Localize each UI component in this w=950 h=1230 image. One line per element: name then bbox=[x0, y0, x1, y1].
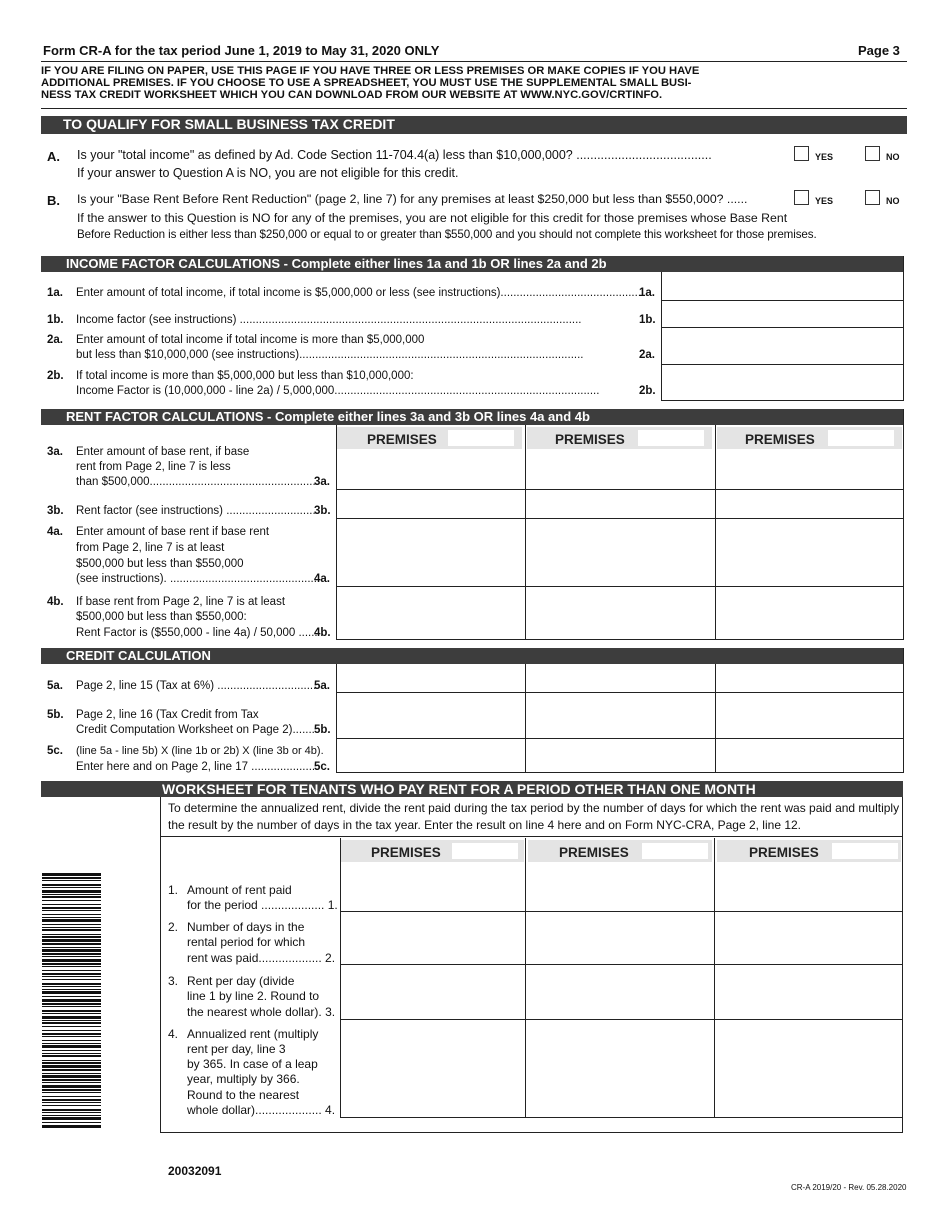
worksheet-line-2-number: 2. bbox=[168, 920, 179, 934]
rent-right-border bbox=[903, 409, 904, 640]
barcode-stripe bbox=[42, 907, 101, 909]
line-2a-label-2: but less than $10,000,000 (see instructions)......................................................................................... bbox=[76, 349, 584, 361]
line-4a-premises-2-input[interactable] bbox=[526, 519, 715, 586]
line-3a-premises-2-input[interactable] bbox=[526, 450, 715, 489]
barcode-stripe bbox=[42, 1062, 101, 1064]
barcode-stripe bbox=[42, 1053, 101, 1054]
worksheet-line-4-premises-3-input[interactable] bbox=[715, 1020, 902, 1117]
barcode-stripe bbox=[42, 873, 101, 876]
barcode-stripe bbox=[42, 976, 101, 977]
filing-notice-line: IF YOU ARE FILING ON PAPER, USE THIS PAGE IF YOU HAVE THREE OR LESS PREMISES OR MAKE COPIES IF YOU HAVE bbox=[41, 65, 700, 77]
barcode bbox=[42, 873, 101, 1129]
barcode-stripe bbox=[42, 896, 101, 898]
line-5a-number: 5a. bbox=[47, 680, 63, 692]
line-1a-ref: 1a. bbox=[639, 287, 655, 299]
filing-notice-line: ADDITIONAL PREMISES. IF YOU CHOOSE TO USE A SPREADSHEET, YOU MUST USE THE SUPPLEMENTAL SMALL BUSI- bbox=[41, 77, 692, 89]
barcode-stripe bbox=[42, 973, 101, 975]
barcode-stripe bbox=[42, 1040, 101, 1041]
line-2b-label-2: Income Factor is (10,000,000 - line 2a) / 5,000,000................................................................................... bbox=[76, 385, 600, 397]
qualify-section-header: TO QUALIFY FOR SMALL BUSINESS TAX CREDIT bbox=[41, 116, 907, 134]
barcode-stripe bbox=[42, 890, 101, 893]
worksheet-line-1-label-2: for the period ................... 1. bbox=[187, 898, 338, 912]
barcode-stripe bbox=[42, 887, 101, 888]
barcode-stripe bbox=[42, 1073, 101, 1074]
barcode-stripe bbox=[42, 1065, 101, 1068]
line-2a-ref: 2a. bbox=[639, 349, 655, 361]
worksheet-line-1-premises-1-input[interactable] bbox=[341, 863, 525, 911]
barcode-stripe bbox=[42, 1102, 101, 1103]
barcode-stripe bbox=[42, 1055, 101, 1057]
credit-right-border bbox=[903, 648, 904, 773]
worksheet-line-3-number: 3. bbox=[168, 974, 179, 988]
line-5c-label-1: (line 5a - line 5b) X (line 1b or 2b) X (line 3b or 4b). bbox=[76, 745, 324, 757]
barcode-stripe bbox=[42, 1099, 101, 1101]
worksheet-premises-id-2[interactable] bbox=[642, 843, 708, 859]
line-1b-ref: 1b. bbox=[639, 314, 656, 326]
line-1a-input[interactable] bbox=[662, 273, 902, 300]
rent-row-line bbox=[336, 639, 903, 640]
line-5b-premises-1-input[interactable] bbox=[337, 693, 525, 738]
barcode-stripe bbox=[42, 1003, 101, 1005]
barcode-stripe bbox=[42, 936, 101, 938]
question-b-text: Is your "Base Rent Before Rent Reduction" (page 2, line 7) for any premises at least $250,000 but less than $550,000? ...... bbox=[77, 192, 748, 206]
barcode-stripe bbox=[42, 1117, 101, 1120]
worksheet-line-3-premises-2-input[interactable] bbox=[526, 965, 714, 1019]
income-factor-header: INCOME FACTOR CALCULATIONS - Complete either lines 1a and 1b OR lines 2a and 2b bbox=[41, 256, 903, 272]
line-3b-premises-1-input[interactable] bbox=[337, 490, 525, 518]
worksheet-line-4-label-5: Round to the nearest bbox=[187, 1088, 300, 1102]
question-a-note: If your answer to Question A is NO, you are not eligible for this credit. bbox=[77, 166, 459, 180]
worksheet-premises-label-2: PREMISES bbox=[559, 845, 629, 860]
barcode-stripe bbox=[42, 996, 101, 997]
line-1b-label: Income factor (see instructions) ........................................................................................................... bbox=[76, 314, 582, 326]
barcode-stripe bbox=[42, 956, 101, 957]
barcode-stripe bbox=[42, 1026, 101, 1027]
worksheet-bottom-border bbox=[160, 1132, 903, 1133]
header-divider bbox=[41, 61, 907, 62]
line-5a-premises-2-input[interactable] bbox=[526, 665, 715, 692]
barcode-stripe bbox=[42, 900, 101, 901]
barcode-stripe bbox=[42, 1115, 101, 1116]
line-4b-premises-2-input[interactable] bbox=[526, 587, 715, 639]
line-5c-premises-3-input[interactable] bbox=[716, 739, 903, 772]
worksheet-intro-1: To determine the annualized rent, divide the rent paid during the tax period by the number of days for which the rent was paid and multiply bbox=[168, 801, 900, 815]
line-5b-label-1: Page 2, line 16 (Tax Credit from Tax bbox=[76, 709, 259, 721]
line-3b-number: 3b. bbox=[47, 505, 64, 517]
question-b-yes-label: YES bbox=[815, 196, 834, 206]
worksheet-intro-divider bbox=[160, 836, 903, 837]
worksheet-premises-id-1[interactable] bbox=[452, 843, 518, 859]
barcode-stripe bbox=[42, 1075, 101, 1078]
line-3a-label-2: rent from Page 2, line 7 is less bbox=[76, 461, 231, 473]
worksheet-line-3-premises-3-input[interactable] bbox=[715, 965, 902, 1019]
line-2b-input[interactable] bbox=[662, 365, 902, 400]
line-1a-number: 1a. bbox=[47, 287, 63, 299]
question-a-no-label: NO bbox=[886, 152, 900, 162]
barcode-stripe bbox=[42, 999, 101, 1002]
question-b-yes-checkbox[interactable] bbox=[794, 190, 809, 205]
line-4a-label-3: $500,000 but less than $550,000 bbox=[76, 558, 244, 570]
barcode-stripe bbox=[42, 904, 101, 905]
rent-premises-label-1: PREMISES bbox=[367, 432, 437, 447]
line-5b-label-2: Credit Computation Worksheet on Page 2)....... bbox=[76, 724, 315, 736]
question-b-note-1: If the answer to this Question is NO for any of the premises, you are not eligible for this credit for those premises whose Base Rent bbox=[77, 211, 788, 225]
barcode-stripe bbox=[42, 934, 101, 935]
barcode-stripe bbox=[42, 966, 101, 967]
worksheet-line-4-label-2: rent per day, line 3 bbox=[187, 1042, 286, 1056]
line-4a-label-4: (see instructions). .............................................. bbox=[76, 573, 317, 585]
notice-divider bbox=[41, 108, 907, 109]
barcode-stripe bbox=[42, 989, 101, 990]
line-4a-ref: 4a. bbox=[314, 573, 330, 585]
worksheet-premises-id-3[interactable] bbox=[832, 843, 898, 859]
line-5b-premises-2-input[interactable] bbox=[526, 693, 715, 738]
barcode-stripe bbox=[42, 939, 101, 942]
barcode-stripe bbox=[42, 1092, 101, 1093]
barcode-stripe bbox=[42, 991, 101, 994]
worksheet-line-2-premises-3-input[interactable] bbox=[715, 912, 902, 964]
line-4b-ref: 4b. bbox=[314, 627, 331, 639]
worksheet-line-4-label-1: Annualized rent (multiply bbox=[187, 1027, 319, 1041]
barcode-stripe bbox=[42, 919, 101, 922]
barcode-stripe bbox=[42, 1016, 101, 1019]
line-3a-label-1: Enter amount of base rent, if base bbox=[76, 446, 250, 458]
line-4a-number: 4a. bbox=[47, 526, 63, 538]
line-5c-label-2: Enter here and on Page 2, line 17 ..................... bbox=[76, 761, 319, 773]
barcode-stripe bbox=[42, 953, 101, 955]
rent-premises-label-3: PREMISES bbox=[745, 432, 815, 447]
worksheet-line-2-label-3: rent was paid................... 2. bbox=[187, 951, 336, 965]
filing-notice bbox=[41, 65, 911, 101]
worksheet-line-3-label-2: line 1 by line 2. Round to bbox=[187, 989, 320, 1003]
worksheet-line-3-label-3: the nearest whole dollar). 3. bbox=[187, 1005, 336, 1019]
barcode-stripe bbox=[42, 1079, 101, 1081]
barcode-stripe bbox=[42, 979, 101, 980]
question-a-no-checkbox[interactable] bbox=[865, 146, 880, 161]
credit-calculation-header: CREDIT CALCULATION bbox=[41, 648, 903, 664]
barcode-stripe bbox=[42, 1060, 101, 1061]
barcode-stripe bbox=[42, 1030, 101, 1031]
barcode-stripe bbox=[42, 929, 101, 931]
question-a-yes-checkbox[interactable] bbox=[794, 146, 809, 161]
worksheet-line-4-label-6: whole dollar).................... 4. bbox=[187, 1103, 336, 1117]
field-line bbox=[661, 400, 903, 401]
barcode-stripe bbox=[42, 924, 101, 925]
rent-premises-id-2[interactable] bbox=[638, 430, 704, 446]
line-4b-premises-3-input[interactable] bbox=[716, 587, 903, 639]
barcode-stripe bbox=[42, 1006, 101, 1007]
rent-factor-header: RENT FACTOR CALCULATIONS - Complete either lines 3a and 3b OR lines 4a and 4b bbox=[41, 409, 903, 425]
barcode-stripe bbox=[42, 1125, 101, 1128]
line-5b-number: 5b. bbox=[47, 709, 64, 721]
line-4a-label-2: from Page 2, line 7 is at least bbox=[76, 542, 225, 554]
worksheet-line-2-premises-1-input[interactable] bbox=[341, 912, 525, 964]
line-1b-number: 1b. bbox=[47, 314, 64, 326]
worksheet-line-1-number: 1. bbox=[168, 883, 179, 897]
rent-premises-label-2: PREMISES bbox=[555, 432, 625, 447]
form-code: 20032091 bbox=[168, 1164, 222, 1178]
question-a-letter: A. bbox=[47, 149, 60, 164]
line-4b-premises-1-input[interactable] bbox=[337, 587, 525, 639]
line-5a-premises-3-input[interactable] bbox=[716, 665, 903, 692]
barcode-stripe bbox=[42, 1089, 101, 1091]
worksheet-line-4-premises-2-input[interactable] bbox=[526, 1020, 714, 1117]
barcode-stripe bbox=[42, 970, 101, 971]
barcode-stripe bbox=[42, 963, 101, 965]
barcode-stripe bbox=[42, 947, 101, 948]
worksheet-right-border bbox=[902, 797, 903, 1133]
line-3a-ref: 3a. bbox=[314, 476, 330, 488]
line-5a-ref: 5a. bbox=[314, 680, 330, 692]
line-5b-ref: 5b. bbox=[314, 724, 331, 736]
worksheet-line-2-premises-2-input[interactable] bbox=[526, 912, 714, 964]
question-a-text: Is your "total income" as defined by Ad. Code Section 11-704.4(a) less than $10,000,000? ....................................... bbox=[77, 148, 712, 162]
barcode-stripe bbox=[42, 1050, 101, 1051]
line-3a-premises-3-input[interactable] bbox=[716, 450, 903, 489]
barcode-stripe bbox=[42, 1069, 101, 1071]
barcode-stripe bbox=[42, 949, 101, 952]
line-4b-label-1: If base rent from Page 2, line 7 is at least bbox=[76, 596, 286, 608]
line-2a-input[interactable] bbox=[662, 328, 902, 364]
line-2b-number: 2b. bbox=[47, 370, 64, 382]
line-5c-number: 5c. bbox=[47, 745, 63, 757]
line-3b-premises-2-input[interactable] bbox=[526, 490, 715, 518]
worksheet-line-2-label-2: rental period for which bbox=[187, 935, 306, 949]
line-3b-label-1: Rent factor (see instructions) ............................ bbox=[76, 505, 316, 517]
form-title: Form CR-A for the tax period June 1, 2019 to May 31, 2020 ONLY bbox=[43, 43, 440, 58]
worksheet-line-2-label-1: Number of days in the bbox=[187, 920, 305, 934]
barcode-stripe bbox=[42, 986, 101, 987]
line-1a-label: Enter amount of total income, if total income is $5,000,000 or less (see instructions)............................................ bbox=[76, 287, 642, 299]
barcode-stripe bbox=[42, 877, 101, 879]
barcode-stripe bbox=[42, 1105, 101, 1106]
line-3b-premises-3-input[interactable] bbox=[716, 490, 903, 518]
barcode-stripe bbox=[42, 880, 101, 881]
line-2a-label-1: Enter amount of total income if total income is more than $5,000,000 bbox=[76, 334, 425, 346]
line-4b-label-2: $500,000 but less than $550,000: bbox=[76, 611, 247, 623]
rent-premises-id-1[interactable] bbox=[448, 430, 514, 446]
worksheet-line-4-premises-1-input[interactable] bbox=[341, 1020, 525, 1117]
barcode-stripe bbox=[42, 943, 101, 945]
filing-notice-line: NESS TAX CREDIT WORKSHEET WHICH YOU CAN DOWNLOAD FROM OUR WEBSITE AT WWW.NYC.GOV/CRTINFO. bbox=[41, 89, 663, 101]
barcode-stripe bbox=[42, 914, 101, 915]
line-5b-premises-3-input[interactable] bbox=[716, 693, 903, 738]
barcode-stripe bbox=[42, 1096, 101, 1097]
worksheet-line-3-premises-1-input[interactable] bbox=[341, 965, 525, 1019]
line-4a-label-1: Enter amount of base rent if base rent bbox=[76, 526, 270, 538]
line-4b-number: 4b. bbox=[47, 596, 64, 608]
line-5c-premises-1-input[interactable] bbox=[337, 739, 525, 772]
line-4b-label-3: Rent Factor is ($550,000 - line 4a) / 50,000 ...... bbox=[76, 627, 318, 639]
line-1b-input[interactable] bbox=[662, 301, 902, 327]
worksheet-header: WORKSHEET FOR TENANTS WHO PAY RENT FOR A PERIOD OTHER THAN ONE MONTH bbox=[41, 781, 903, 797]
barcode-stripe bbox=[42, 910, 101, 911]
worksheet-line-4-label-4: year, multiply by 366. bbox=[187, 1072, 300, 1086]
line-5c-premises-2-input[interactable] bbox=[526, 739, 715, 772]
worksheet-left-border bbox=[160, 797, 161, 1133]
barcode-stripe bbox=[42, 1085, 101, 1088]
credit-row-line bbox=[336, 772, 903, 773]
worksheet-premises-label-3: PREMISES bbox=[749, 845, 819, 860]
barcode-stripe bbox=[42, 1043, 101, 1044]
barcode-stripe bbox=[42, 894, 101, 895]
barcode-stripe bbox=[42, 1022, 101, 1024]
worksheet-line-1-premises-2-input[interactable] bbox=[526, 863, 714, 911]
barcode-stripe bbox=[42, 1112, 101, 1113]
barcode-stripe bbox=[42, 1109, 101, 1111]
barcode-stripe bbox=[42, 917, 101, 918]
worksheet-line-4-label-3: by 365. In case of a leap bbox=[187, 1057, 318, 1071]
barcode-stripe bbox=[42, 1013, 101, 1014]
barcode-stripe bbox=[42, 1033, 101, 1035]
line-2b-ref: 2b. bbox=[639, 385, 656, 397]
worksheet-intro-2: the result by the number of days in the tax year. Enter the result on line 4 here and on Form NYC-CRA, Page 2, line 12. bbox=[168, 818, 802, 832]
page-number: Page 3 bbox=[858, 43, 900, 58]
worksheet-line-1-premises-3-input[interactable] bbox=[715, 863, 902, 911]
revision-note: CR-A 2019/20 - Rev. 05.28.2020 bbox=[791, 1183, 907, 1192]
rent-premises-id-3[interactable] bbox=[828, 430, 894, 446]
line-3a-number: 3a. bbox=[47, 446, 63, 458]
question-b-note-2: Before Reduction is either less than $250,000 or equal to or greater than $550,000 and you should not complete this worksheet for those premises. bbox=[77, 228, 817, 241]
barcode-stripe bbox=[42, 1082, 101, 1083]
barcode-stripe bbox=[42, 959, 101, 962]
worksheet-line-1-label-1: Amount of rent paid bbox=[187, 883, 292, 897]
question-b-no-label: NO bbox=[886, 196, 900, 206]
line-5c-ref: 5c. bbox=[314, 761, 330, 773]
worksheet-line-3-label-1: Rent per day (divide bbox=[187, 974, 295, 988]
line-4a-premises-3-input[interactable] bbox=[716, 519, 903, 586]
barcode-stripe bbox=[42, 1010, 101, 1012]
worksheet-line-4-number: 4. bbox=[168, 1027, 179, 1041]
question-b-no-checkbox[interactable] bbox=[865, 190, 880, 205]
worksheet-premises-label-1: PREMISES bbox=[371, 845, 441, 860]
line-2b-label-1: If total income is more than $5,000,000 but less than $10,000,000: bbox=[76, 370, 414, 382]
barcode-stripe bbox=[42, 1045, 101, 1048]
line-5a-label-1: Page 2, line 15 (Tax at 6%) ............................... bbox=[76, 680, 317, 692]
line-4a-premises-1-input[interactable] bbox=[337, 519, 525, 586]
barcode-stripe bbox=[42, 1020, 101, 1021]
line-5a-premises-1-input[interactable] bbox=[337, 665, 525, 692]
line-2a-number: 2a. bbox=[47, 334, 63, 346]
income-right-border bbox=[903, 256, 904, 401]
barcode-stripe bbox=[42, 1122, 101, 1123]
barcode-stripe bbox=[42, 927, 101, 928]
question-b-letter: B. bbox=[47, 193, 60, 208]
question-a-yes-label: YES bbox=[815, 152, 834, 162]
barcode-stripe bbox=[42, 983, 101, 985]
worksheet-row-line bbox=[340, 1117, 902, 1118]
line-3a-premises-1-input[interactable] bbox=[337, 450, 525, 489]
barcode-stripe bbox=[42, 884, 101, 886]
line-3a-label-3: than $500,000.................................................... bbox=[76, 476, 316, 488]
line-3b-ref: 3b. bbox=[314, 505, 331, 517]
barcode-stripe bbox=[42, 1036, 101, 1037]
